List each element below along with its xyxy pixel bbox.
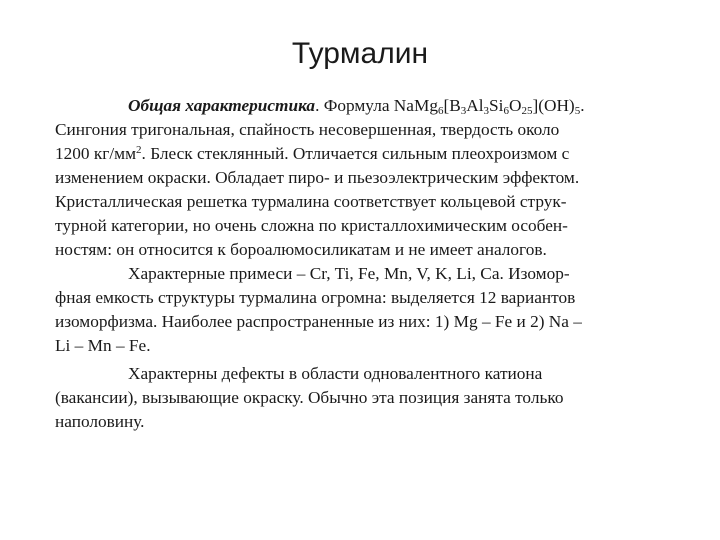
para1-line-6: турной категории, но очень сложна по кристаллохимическим особен- <box>55 216 568 235</box>
para2-line-2: фная емкость структуры турмалина огромна: выделяется 12 вариантов <box>55 288 576 307</box>
formula-si: Si <box>489 96 504 115</box>
formula-oh-sub: 5 <box>574 105 581 117</box>
para1-line-3 <box>55 142 695 166</box>
para1-line-4: изменением окраски. Обладает пиро- и пьезоэлектрическим эффектом. <box>55 168 580 187</box>
para1-line-1 <box>55 94 695 118</box>
para2-line-3: изоморфизма. Наиболее распространенные из них: 1) Mg – Fe и 2) Na – <box>55 312 582 331</box>
lead-label: Общая характеристика <box>128 96 316 115</box>
hardness-value: 1200 кг/мм <box>55 144 137 163</box>
para1-line-3-rest: . Блеск стеклянный. Отличается сильным плеохроизмом с <box>141 144 570 163</box>
formula-o-sub: 25 <box>521 105 533 117</box>
formula-al: Al <box>466 96 484 115</box>
slide-title: Турмалин <box>291 37 429 70</box>
formula-b-sub: 3 <box>460 105 467 117</box>
para2-line-4: Li – Mn – Fe. <box>55 336 151 355</box>
para1-line-2: Сингония тригональная, спайность несовершенная, твердость около <box>55 120 560 139</box>
formula-b: [B <box>443 96 461 115</box>
para1-line-7: ностям: он относится к бороалюмосиликатам и не имеет аналогов. <box>55 240 547 259</box>
formula-oh: ](OH) <box>532 96 575 115</box>
formula-mg-sub: 6 <box>437 105 444 117</box>
slide-body <box>55 94 695 434</box>
para2-line-1: Характерные примеси – Cr, Ti, Fe, Mn, V, K, Li, Ca. Изомор- <box>128 264 570 283</box>
formula-prefix: . Формула Na <box>315 96 414 115</box>
formula-o: O <box>508 96 522 115</box>
hardness-sup: 2 <box>136 144 142 156</box>
formula-mg: Mg <box>413 96 438 115</box>
para3-line-2: (вакансии), вызывающие окраску. Обычно эта позиция занята только <box>55 388 564 407</box>
formula-si-sub: 6 <box>503 105 509 117</box>
formula-end: . <box>580 96 585 115</box>
para3-line-1: Характерны дефекты в области одновалентного катиона <box>128 364 543 383</box>
formula-al-sub: 3 <box>483 105 490 117</box>
para1-line-5: Кристаллическая решетка турмалина соответствует кольцевой струк- <box>55 192 567 211</box>
para3-line-3: наполовину. <box>55 412 145 431</box>
